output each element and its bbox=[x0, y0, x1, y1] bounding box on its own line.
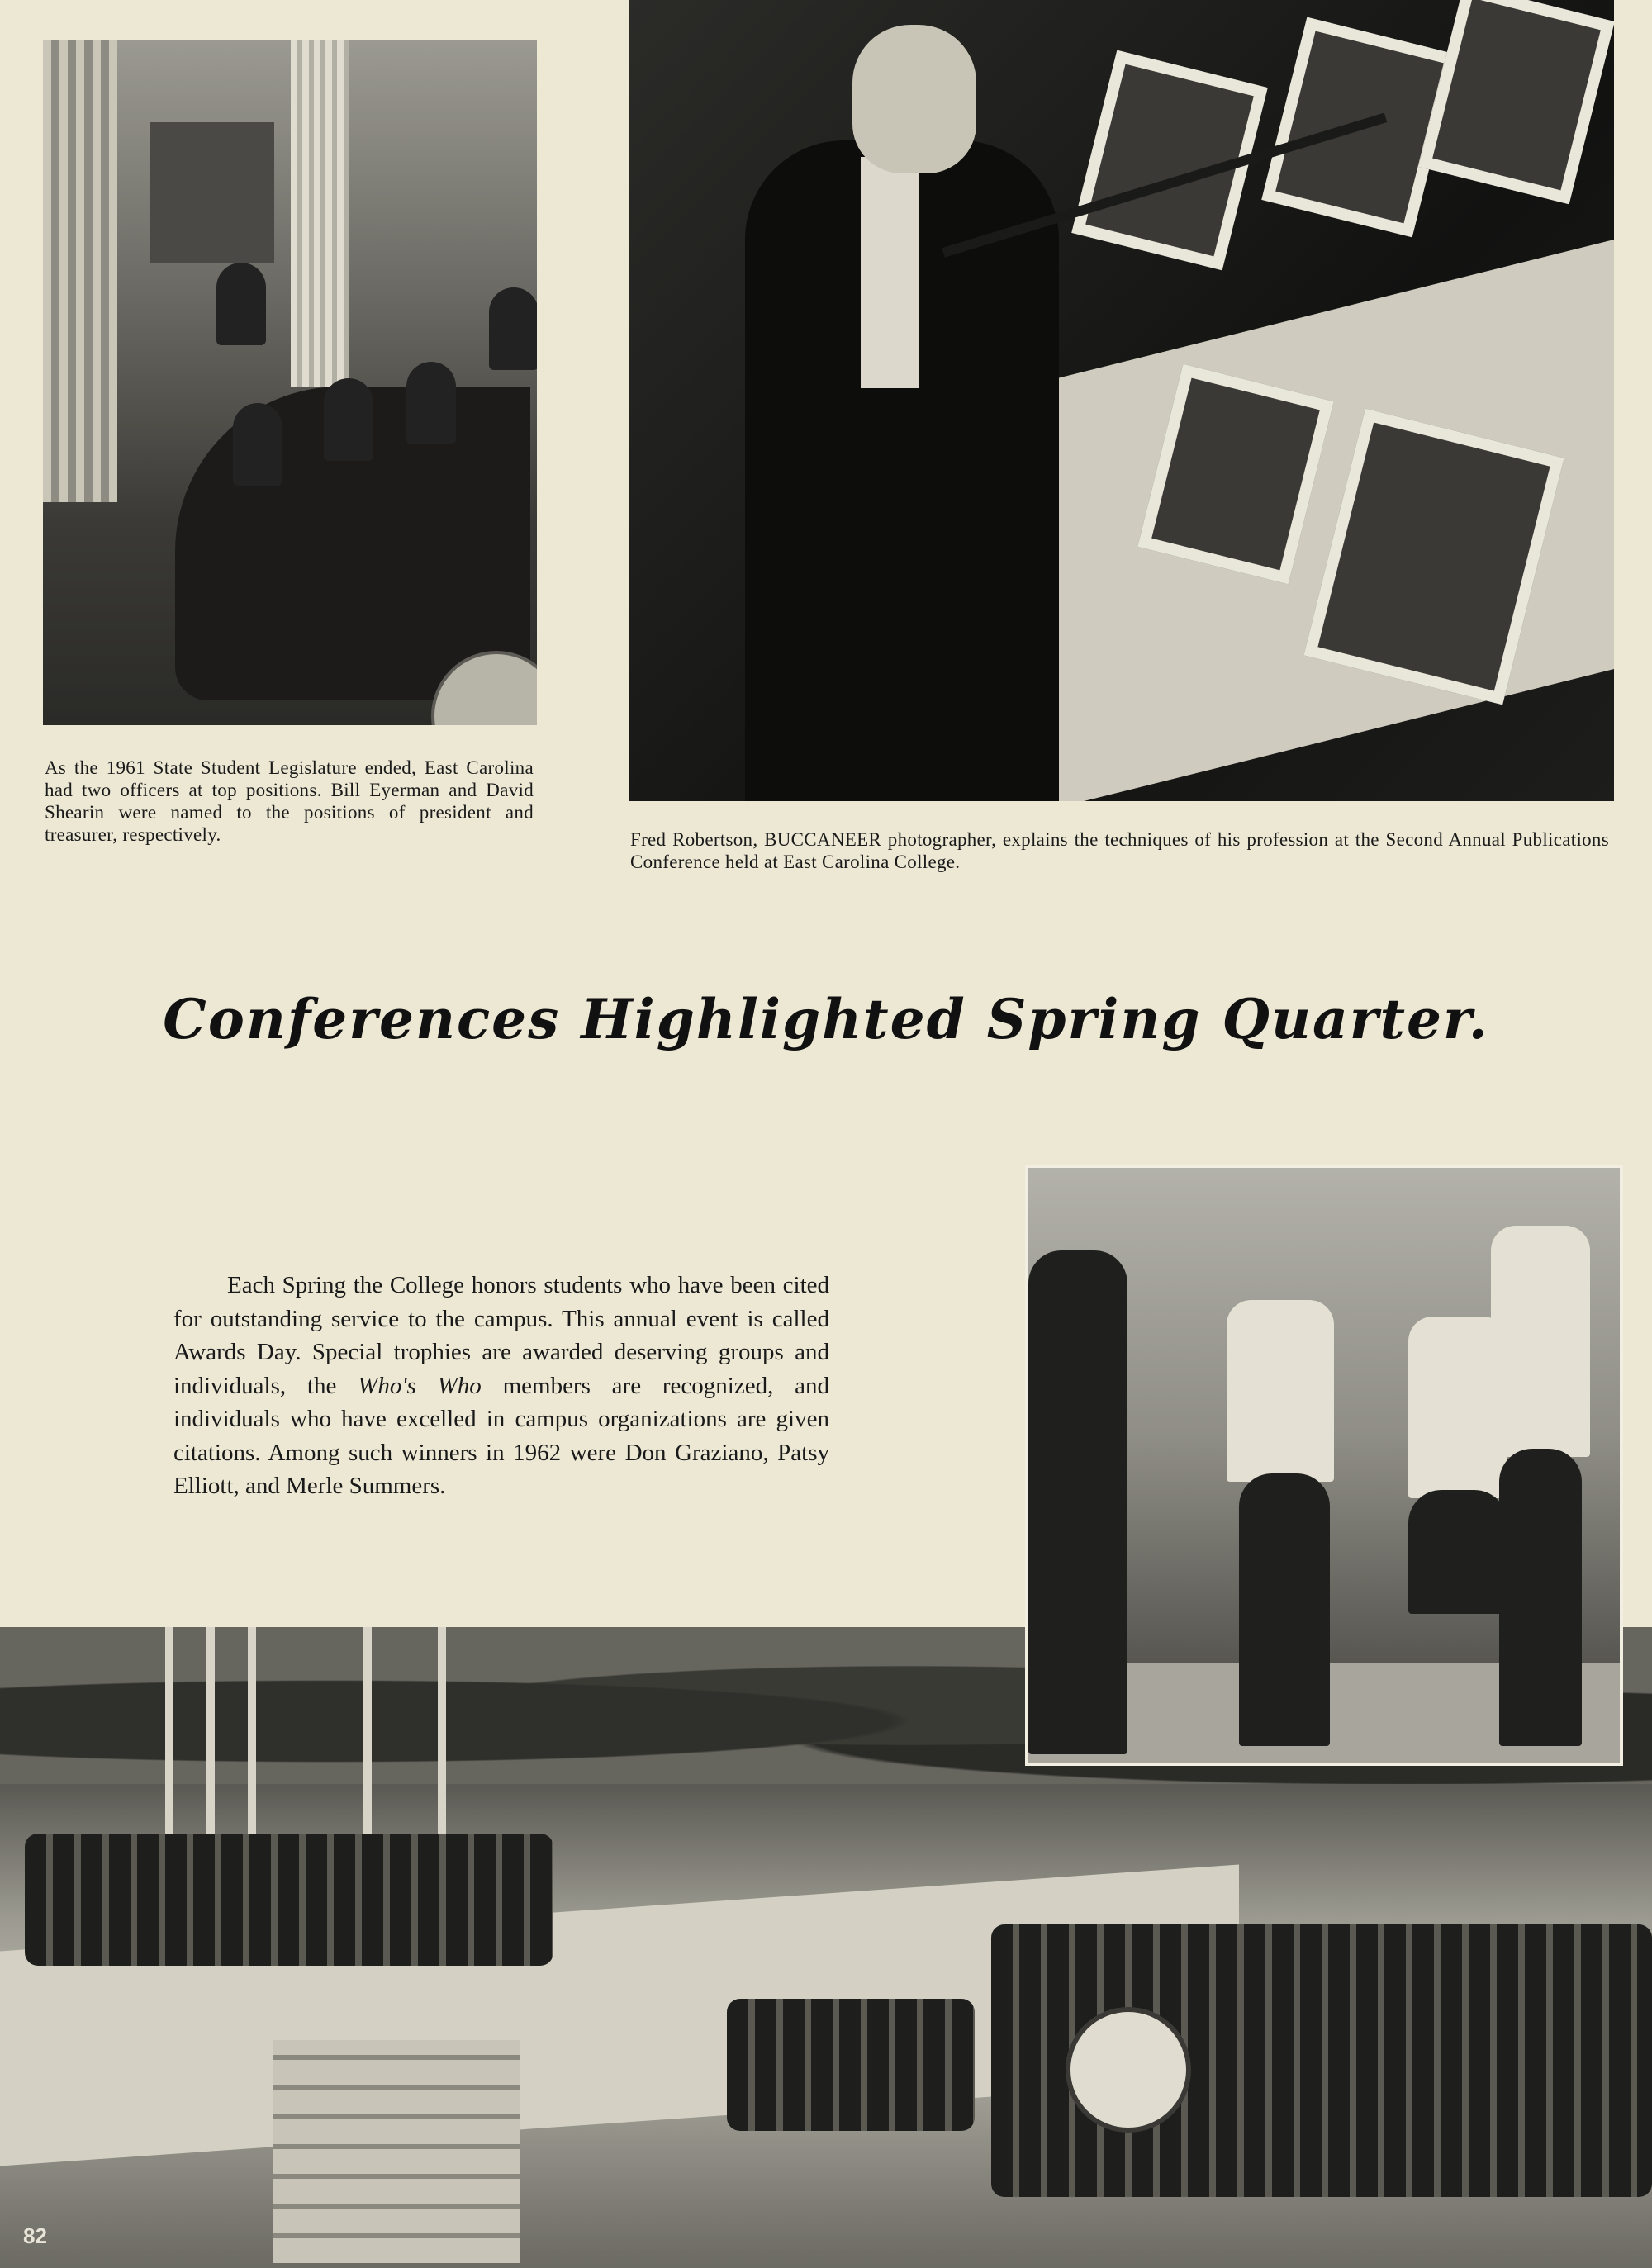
award-recipient bbox=[1491, 1226, 1590, 1457]
page-heading: Conferences Highlighted Spring Quarter. bbox=[163, 987, 1489, 1051]
presenter bbox=[1028, 1250, 1127, 1754]
body-text-part2: members are recognized, and individuals who have excelled in campus organizations are given citations. Among such winners in 1962 were Don Graziano, Patsy Elliott, and Merle Summers. bbox=[173, 1372, 829, 1499]
person bbox=[216, 263, 266, 345]
award-recipient-skirt bbox=[1408, 1490, 1507, 1614]
curtain bbox=[43, 40, 117, 502]
page-number: 82 bbox=[23, 2223, 47, 2248]
person-head bbox=[852, 25, 976, 173]
photo-photographer-presentation bbox=[629, 0, 1614, 801]
person bbox=[324, 378, 373, 461]
person bbox=[406, 362, 456, 444]
shirt bbox=[861, 157, 919, 388]
person bbox=[489, 287, 537, 370]
award-recipient bbox=[1227, 1300, 1334, 1482]
caption-photographer: Fred Robertson, BUCCANEER photographer, explains the techniques of his profession at the Second Annual Publications Conference held at East Carolina College. bbox=[630, 829, 1609, 872]
audience bbox=[25, 1834, 553, 1966]
pillar bbox=[291, 40, 349, 387]
flag bbox=[150, 122, 274, 263]
photo-awards-presentation bbox=[1025, 1165, 1623, 1766]
person bbox=[233, 403, 282, 486]
photo-state-student-legislature bbox=[43, 40, 537, 725]
band bbox=[727, 1999, 975, 2131]
stairs bbox=[273, 2040, 520, 2263]
body-paragraph bbox=[173, 1269, 829, 1503]
body-text-part1: Each Spring the College honors students who have been cited for outstanding service to the campus. This annual event is called Awards Day. Special trophies are awarded deserving groups and individuals, the bbox=[173, 1272, 829, 1399]
bass-drum bbox=[1066, 2007, 1191, 2133]
photo-print bbox=[1418, 0, 1614, 204]
caption-legislature: As the 1961 State Student Legislature ended, East Carolina had two officers at top positions. Bill Eyerman and David Shearin were named to the positions of president and treasurer, respectively. bbox=[45, 757, 534, 845]
award-recipient-trousers bbox=[1499, 1449, 1582, 1746]
award-recipient-trousers bbox=[1239, 1473, 1330, 1746]
body-text-italic: Who's Who bbox=[358, 1372, 482, 1399]
